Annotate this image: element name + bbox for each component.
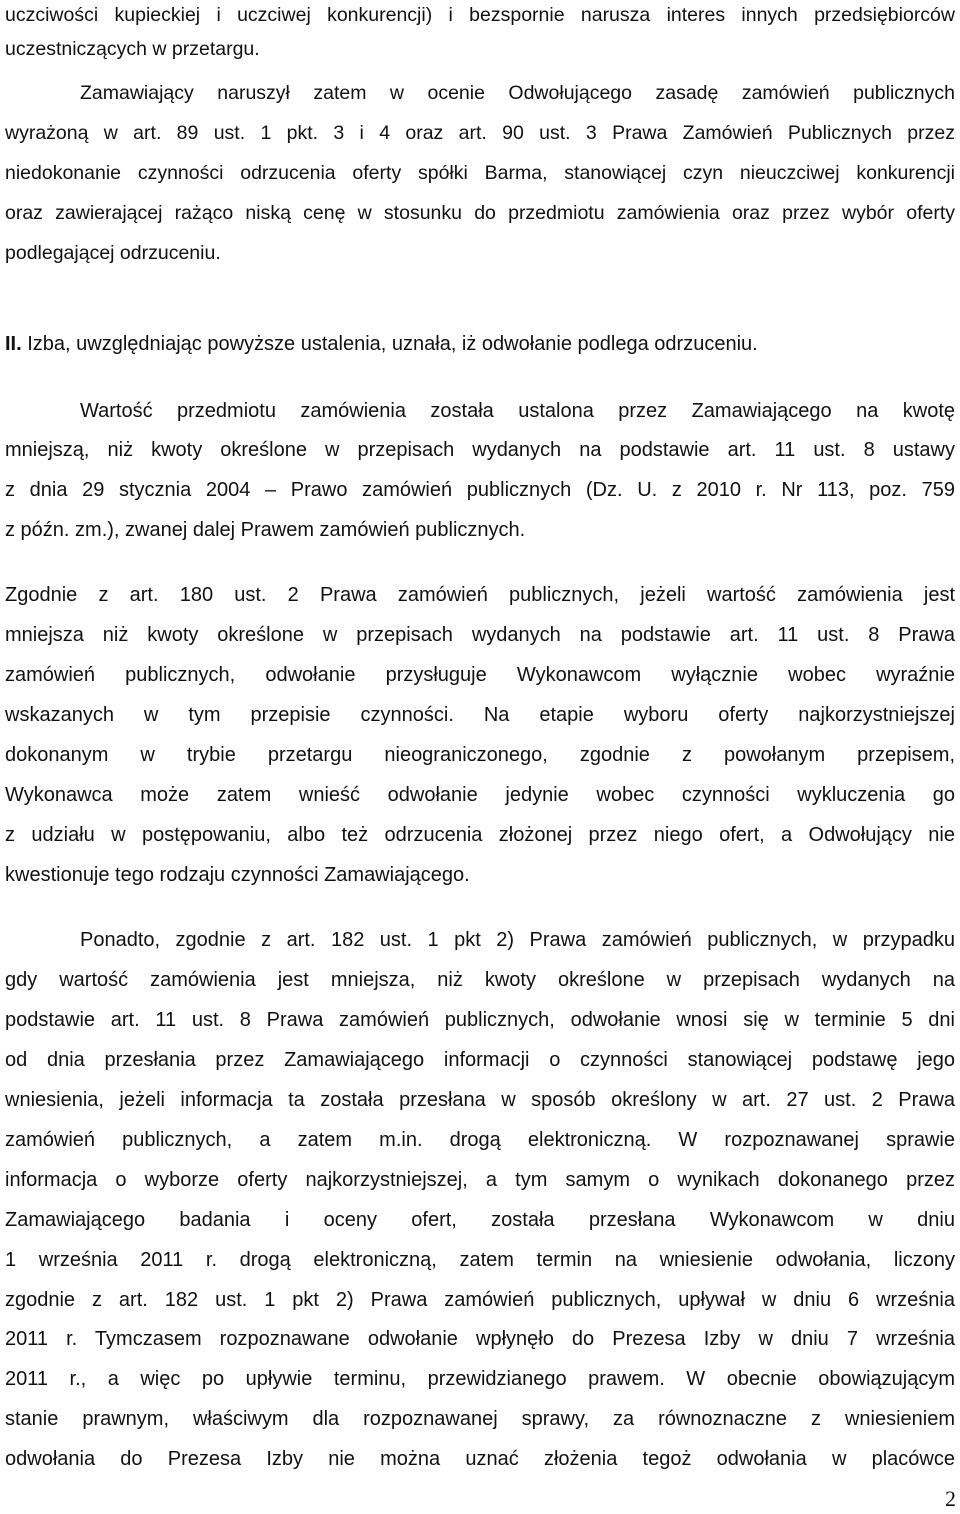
- text-line: gdy wartość zamówienia jest mniejsza, niż kwoty określone w przepisach wydanych na: [5, 969, 955, 991]
- text-line: podlegającej odrzuceniu.: [5, 242, 221, 264]
- section-number: II.: [5, 333, 22, 355]
- text-line: od dnia przesłania przez Zamawiającego informacji o czynności stanowiącej podstawę jego: [5, 1049, 955, 1071]
- text-line: Wartość przedmiotu zamówienia została ustalona przez Zamawiającego na kwotę: [80, 400, 955, 422]
- text-line: stanie prawnym, właściwym dla rozpoznawanej sprawy, za równoznaczne z wniesieniem: [5, 1408, 955, 1430]
- text-line: mniejszą, niż kwoty określone w przepisach wydanych na podstawie art. 11 ust. 8 ustawy: [5, 439, 955, 461]
- text-line: mniejsza niż kwoty określone w przepisach wydanych na podstawie art. 11 ust. 8 Prawa: [5, 624, 955, 646]
- text-line: z późn. zm.), zwanej dalej Prawem zamówień publicznych.: [5, 519, 526, 541]
- text-line: 2011 r. Tymczasem rozpoznawane odwołanie wpłynęło do Prezesa Izby w dniu 7 września: [5, 1328, 955, 1350]
- text-line: z udziału w postępowaniu, albo też odrzucenia złożonej przez niego ofert, a Odwołujący nie: [5, 824, 955, 846]
- text-line: zgodnie z art. 182 ust. 1 pkt 2) Prawa zamówień publicznych, upływał w dniu 6 września: [5, 1289, 955, 1311]
- text-line: 1 września 2011 r. drogą elektroniczną, zatem termin na wniesienie odwołania, liczony: [5, 1249, 955, 1271]
- text-line: wyrażoną w art. 89 ust. 1 pkt. 3 i 4 oraz art. 90 ust. 3 Prawa Zamówień Publicznych przez: [5, 122, 955, 144]
- text-line: niedokonanie czynności odrzucenia oferty spółki Barma, stanowiącej czyn nieuczciwej konkurencji: [5, 162, 955, 184]
- text-line: oraz zawierającej rażąco niską cenę w stosunku do przedmiotu zamówienia oraz przez wybór oferty: [5, 202, 955, 224]
- text-line: kwestionuje tego rodzaju czynności Zamawiającego.: [5, 864, 470, 886]
- text-line: wskazanych w tym przepisie czynności. Na etapie wyboru oferty najkorzystniejszej: [5, 704, 955, 726]
- text-line: Ponadto, zgodnie z art. 182 ust. 1 pkt 2) Prawa zamówień publicznych, w przypadku: [80, 929, 955, 951]
- text-line: odwołania do Prezesa Izby nie można uznać złożenia tegoż odwołania w placówce: [5, 1448, 955, 1470]
- text-line: informacja o wyborze oferty najkorzystniejszej, a tym samym o wynikach dokonanego przez: [5, 1169, 955, 1191]
- text-line: zamówień publicznych, a zatem m.in. drogą elektroniczną. W rozpoznawanej sprawie: [5, 1129, 955, 1151]
- text-line: uczestniczących w przetargu.: [5, 38, 260, 60]
- text-line: zamówień publicznych, odwołanie przysługuje Wykonawcom wyłącznie wobec wyraźnie: [5, 664, 955, 686]
- page-number: 2: [945, 1486, 956, 1511]
- section-heading-text: Izba, uwzględniając powyższe ustalenia, uznała, iż odwołanie podlega odrzuceniu.: [27, 333, 758, 355]
- text-line: z dnia 29 stycznia 2004 – Prawo zamówień publicznych (Dz. U. z 2010 r. Nr 113, poz. 759: [5, 479, 955, 501]
- text-line: Zamawiający naruszył zatem w ocenie Odwołującego zasadę zamówień publicznych: [80, 82, 955, 104]
- text-line: wniesienia, jeżeli informacja ta została przesłana w sposób określony w art. 27 ust. 2 Prawa: [5, 1089, 955, 1111]
- text-line: podstawie art. 11 ust. 8 Prawa zamówień publicznych, odwołanie wnosi się w terminie 5 dni: [5, 1009, 955, 1031]
- text-line: dokonanym w trybie przetargu nieograniczonego, zgodnie z powołanym przepisem,: [5, 744, 955, 766]
- text-line: Wykonawca może zatem wnieść odwołanie jedynie wobec czynności wykluczenia go: [5, 784, 955, 806]
- section-heading: [5, 329, 955, 359]
- text-line: Zamawiającego badania i oceny ofert, została przesłana Wykonawcom w dniu: [5, 1209, 955, 1231]
- text-line: 2011 r., a więc po upływie terminu, przewidzianego prawem. W obecnie obowiązującym: [5, 1368, 955, 1390]
- text-line: Zgodnie z art. 180 ust. 2 Prawa zamówień publicznych, jeżeli wartość zamówienia jest: [5, 584, 955, 606]
- text-line: uczciwości kupieckiej i uczciwej konkurencji) i bezspornie narusza interes innych przedsiębiorców: [5, 4, 955, 26]
